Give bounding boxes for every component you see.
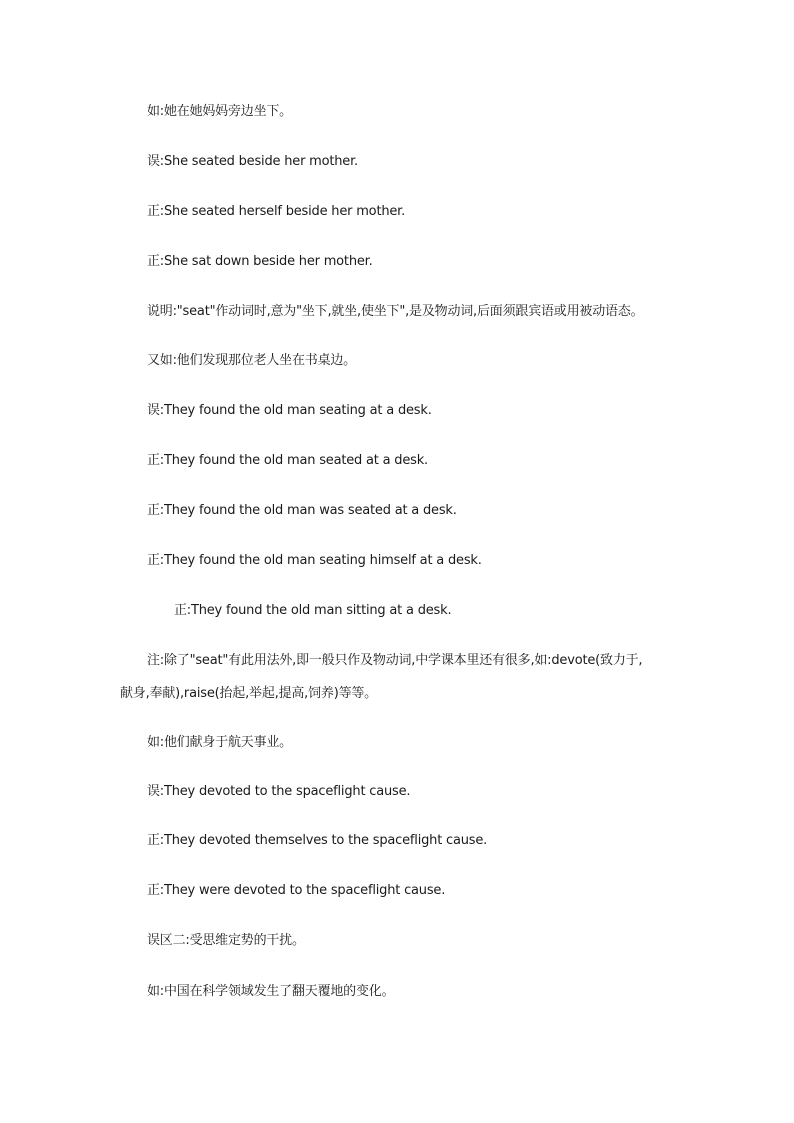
example-chinese-sentence: 如:中国在科学领域发生了翻天覆地的变化。 [147,984,395,999]
example-chinese-sentence: 如:她在她妈妈旁边坐下。 [147,104,292,119]
correct-example: 正:They found the old man sitting at a desk. [174,603,452,618]
example-chinese-sentence: 又如:他们发现那位老人坐在书桌边。 [147,353,356,368]
correct-example: 正:She seated herself beside her mother. [147,204,406,219]
wrong-example: 误:She seated beside her mother. [147,154,358,169]
correct-example: 正:They found the old man seating himself at a desk. [147,553,482,568]
correct-example: 正:They were devoted to the spaceflight cause. [147,883,446,898]
correct-example: 正:They devoted themselves to the spaceflight cause. [147,833,488,848]
note-text-continued: 献身,奉献),raise(抬起,举起,提高,饲养)等等。 [120,686,377,701]
wrong-example: 误:They devoted to the spaceflight cause. [147,784,411,799]
example-chinese-sentence: 如:他们献身于航天事业。 [147,735,292,750]
note-text: 注:除了"seat"有此用法外,即一般只作及物动词,中学课本里还有很多,如:devote(致力于, [147,653,643,668]
correct-example: 正:They found the old man was seated at a desk. [147,503,457,518]
wrong-example: 误:They found the old man seating at a desk. [147,403,432,418]
correct-example: 正:She sat down beside her mother. [147,254,373,269]
correct-example: 正:They found the old man seated at a desk. [147,453,428,468]
explanation-text: 说明:"seat"作动词时,意为"坐下,就坐,使坐下",是及物动词,后面须跟宾语或用被动语态。 [147,304,644,319]
section-heading: 误区二:受思维定势的干扰。 [147,933,305,948]
